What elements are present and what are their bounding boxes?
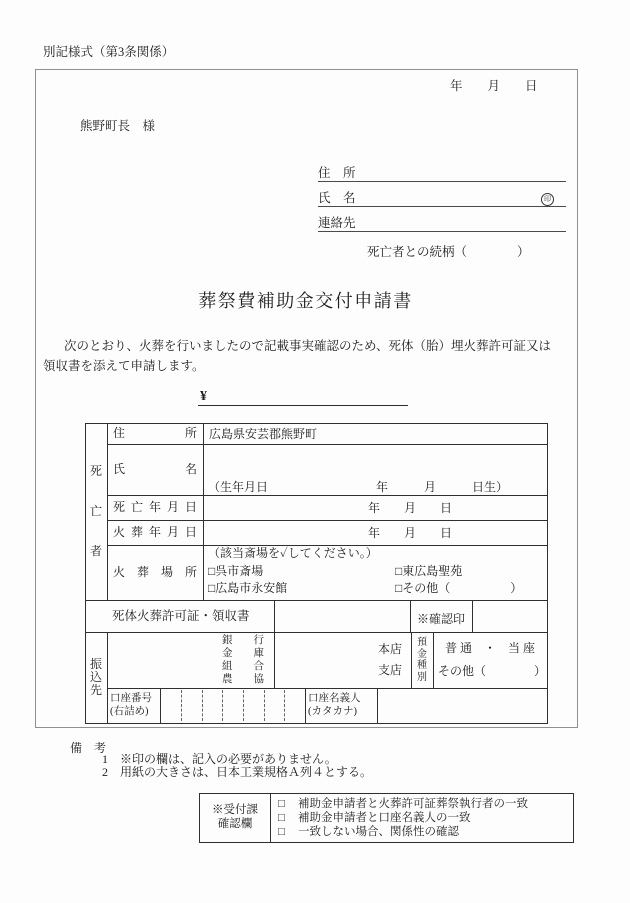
form-title: 葬祭費補助金交付申請書 xyxy=(198,291,413,311)
checkbox-icon: □ xyxy=(208,564,216,578)
checkbox-icon: □ xyxy=(395,581,403,595)
grid-line xyxy=(107,688,547,689)
permit-label: 死体火葬許可証・領収書 xyxy=(112,609,250,623)
address-value: 広島県安芸郡熊野町 xyxy=(209,427,318,441)
cremation-place-label: 火 葬 場 所 xyxy=(113,565,197,579)
grid-line xyxy=(270,793,271,842)
account-digit-separator xyxy=(284,690,285,721)
body-line-1: 次のとおり、火葬を行いましたので記載事実確認のため、死体（胎）埋火葬許可証又は xyxy=(64,339,552,353)
reception-check-1 xyxy=(278,797,528,811)
account-holder-label-line2: (カタカナ) xyxy=(308,706,357,717)
reception-label-line1: ※受付課 xyxy=(212,804,258,816)
checkbox-icon: □ xyxy=(208,581,216,595)
place-option-hiroshima xyxy=(208,581,287,596)
account-holder-label xyxy=(308,692,361,718)
name-underline xyxy=(318,206,566,207)
checkbox-icon: □ xyxy=(278,812,285,824)
place-option-higashihiroshima xyxy=(395,564,462,579)
seal-stamp-icon: 印 xyxy=(541,193,554,206)
cremation-date-value: 年 月 日 xyxy=(368,526,453,540)
grid-line xyxy=(547,423,548,723)
confirm-stamp-label: ※確認印 xyxy=(416,612,465,626)
place-option-kure xyxy=(208,564,263,579)
deposit-type-normal: 普 通 ・ 当 座 xyxy=(444,641,535,655)
page-frame xyxy=(35,69,578,728)
account-number-label xyxy=(110,692,152,718)
addressee: 熊野町長 様 xyxy=(80,119,156,133)
contact-underline xyxy=(318,231,566,232)
grid-line xyxy=(85,723,548,724)
account-digit-separator xyxy=(264,690,265,721)
grid-line xyxy=(305,688,306,723)
name-label: 氏 名 xyxy=(318,191,356,205)
relation-line: 死亡者との続柄（ ） xyxy=(367,245,530,259)
note-item-2: 2 用紙の大きさは、日本工業規格Ａ列４とする。 xyxy=(102,765,373,779)
place-option-other xyxy=(395,581,522,596)
cremation-date-label: 火 葬 年 月 日 xyxy=(113,525,197,539)
cremation-place-note: （該当斎場を✓してください。） xyxy=(208,546,378,560)
deposit-kind-label: 預金種別 xyxy=(417,637,427,683)
grid-line xyxy=(85,632,547,633)
account-digit-separator xyxy=(222,690,223,721)
death-date-label: 死 亡 年 月 日 xyxy=(113,500,197,514)
death-date-value: 年 月 日 xyxy=(368,501,453,515)
branch-honten-label: 本店 xyxy=(377,642,402,656)
reception-check-text: 補助金申請者と火葬許可証葬祭執行者の一致 xyxy=(297,798,528,810)
grid-line xyxy=(411,632,412,688)
grid-line xyxy=(107,423,108,600)
grid-line xyxy=(85,600,547,601)
account-number-label-line1: 口座番号 xyxy=(110,693,152,704)
address-underline xyxy=(318,181,566,182)
contact-label: 連絡先 xyxy=(318,216,356,230)
deposit-type-other: その他（ ） xyxy=(438,664,547,678)
amount-underline xyxy=(198,405,408,406)
date-line: 年 月 日 xyxy=(450,79,538,93)
reception-check-text: 補助金申請者と口座名義人の一致 xyxy=(297,812,471,824)
account-digit-separator xyxy=(243,690,244,721)
reception-check-text: 一致しない場合、関係性の確認 xyxy=(297,826,459,838)
reception-label xyxy=(200,803,270,831)
grid-line xyxy=(472,600,473,632)
checkbox-icon: □ xyxy=(278,798,285,810)
deceased-group-label: 死亡者 xyxy=(89,464,102,558)
bank-type-kumiai: 組 合 xyxy=(222,661,264,672)
address-label: 住 所 xyxy=(318,166,356,180)
place-option-label: その他（ ） xyxy=(402,581,523,595)
bank-type-nokyo: 農 協 xyxy=(222,674,264,685)
account-digit-separator xyxy=(202,690,203,721)
name-row-label: 氏 名 xyxy=(113,462,197,476)
account-digit-separator xyxy=(181,690,182,721)
bank-type-bank: 銀 行 xyxy=(222,635,264,646)
grid-line xyxy=(160,688,161,723)
checkbox-icon: □ xyxy=(395,564,403,578)
account-number-label-line2: (右詰め) xyxy=(110,706,149,717)
account-holder-label-line1: 口座名義人 xyxy=(308,693,361,704)
body-line-2: 領収書を添えて申請します。 xyxy=(43,359,205,373)
bank-type-shinkin: 金 庫 xyxy=(222,648,264,659)
reception-check-3 xyxy=(278,825,459,839)
place-option-label: 広島市永安館 xyxy=(215,581,288,595)
grid-line xyxy=(377,688,378,723)
address-row-label: 住 所 xyxy=(113,426,197,440)
birthdate-line: （生年月日 年 月 日生） xyxy=(208,480,509,494)
reception-label-line2: 確認欄 xyxy=(217,818,253,830)
reception-check-2 xyxy=(278,811,470,825)
note-item-1: 1 ※印の欄は、記入の必要がありません。 xyxy=(102,752,337,766)
grid-line xyxy=(107,632,108,723)
grid-line xyxy=(203,423,204,600)
branch-shiten-label: 支店 xyxy=(377,663,402,677)
transfer-group-label: 振込先 xyxy=(89,657,102,697)
place-option-label: 東広島聖苑 xyxy=(402,564,463,578)
form-note: 別記様式（第3条関係） xyxy=(43,45,175,59)
grid-line xyxy=(274,600,275,688)
place-option-label: 呉市斎場 xyxy=(215,564,264,578)
checkbox-icon: □ xyxy=(278,826,285,838)
notes-heading: 備 考 xyxy=(70,741,107,755)
amount-yen: ¥ xyxy=(200,389,207,404)
